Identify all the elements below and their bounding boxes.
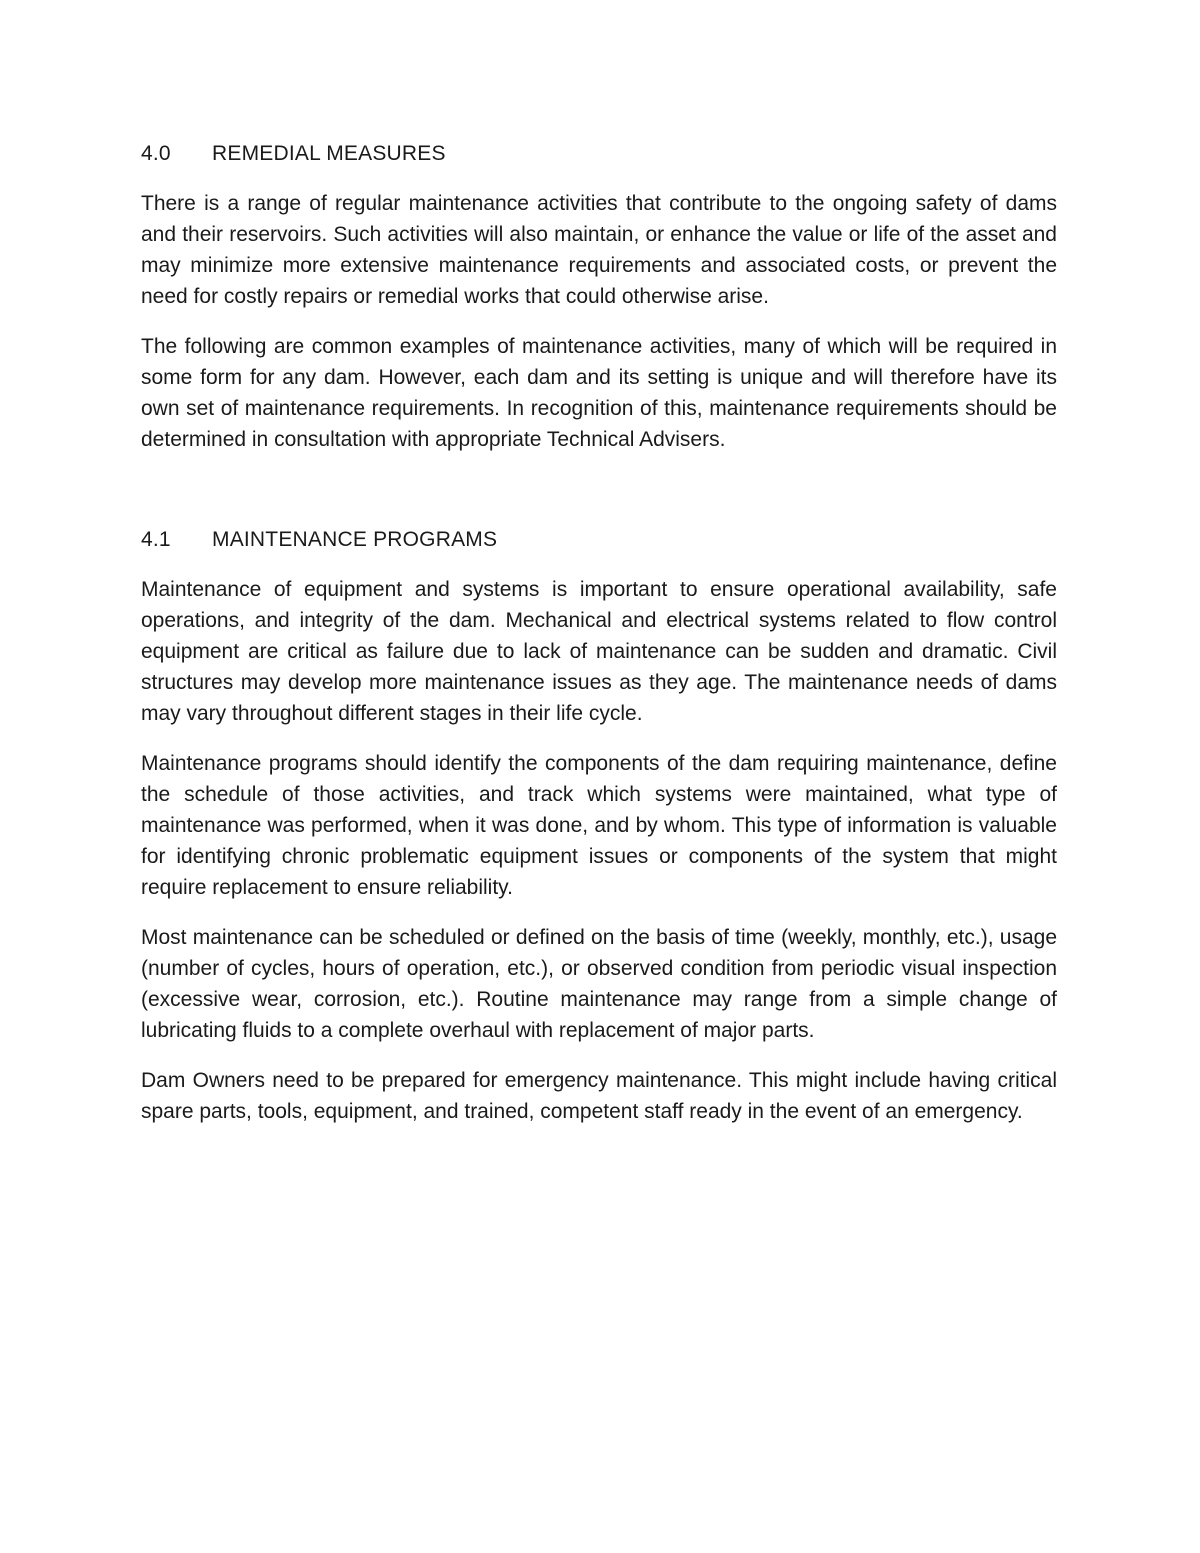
paragraph: The following are common examples of maintenance activities, many of which will be required in some form for any dam. However, each dam and its setting is unique and will therefore have its own set of maintenance requirements. In recognition of this, maintenance requirements should be determined in consultation with appropriate Technical Advisers. xyxy=(141,335,1057,451)
section-title: MAINTENANCE PROGRAMS xyxy=(212,528,498,551)
paragraph: Maintenance programs should identify the components of the dam requiring maintenance, define the schedule of those activities, and track which systems were maintained, what type of maintenance was performed, when it was done, and by whom. This type of information is valuable for identifying chronic problematic equipment issues or components of the system that might require replacement to ensure reliability. xyxy=(141,752,1057,899)
document-body xyxy=(141,138,1057,1146)
section-heading-maintenance-programs xyxy=(141,524,1057,555)
section-number: 4.0 xyxy=(141,142,171,165)
paragraph: Maintenance of equipment and systems is important to ensure operational availability, safe operations, and integrity of the dam. Mechanical and electrical systems related to flow control equipment are critical as failure due to lack of maintenance can be sudden and dramatic. Civil structures may develop more maintenance issues as they age. The maintenance needs of dams may vary throughout different stages in their life cycle. xyxy=(141,578,1057,725)
section-number: 4.1 xyxy=(141,528,171,551)
paragraph: Most maintenance can be scheduled or defined on the basis of time (weekly, monthly, etc.), usage (number of cycles, hours of operation, etc.), or observed condition from periodic visual inspection (excessive wear, corrosion, etc.). Routine maintenance may range from a simple change of lubricating fluids to a complete overhaul with replacement of major parts. xyxy=(141,926,1057,1042)
section-heading-remedial-measures xyxy=(141,138,1057,169)
paragraph: There is a range of regular maintenance activities that contribute to the ongoing safety of dams and their reservoirs. Such activities will also maintain, or enhance the value or life of the asset and may minimize more extensive maintenance requirements and associated costs, or prevent the need for costly repairs or remedial works that could otherwise arise. xyxy=(141,192,1057,308)
paragraph: Dam Owners need to be prepared for emergency maintenance. This might include having critical spare parts, tools, equipment, and trained, competent staff ready in the event of an emergency. xyxy=(141,1069,1057,1123)
section-title: REMEDIAL MEASURES xyxy=(212,142,446,165)
section-spacer xyxy=(141,474,1057,524)
